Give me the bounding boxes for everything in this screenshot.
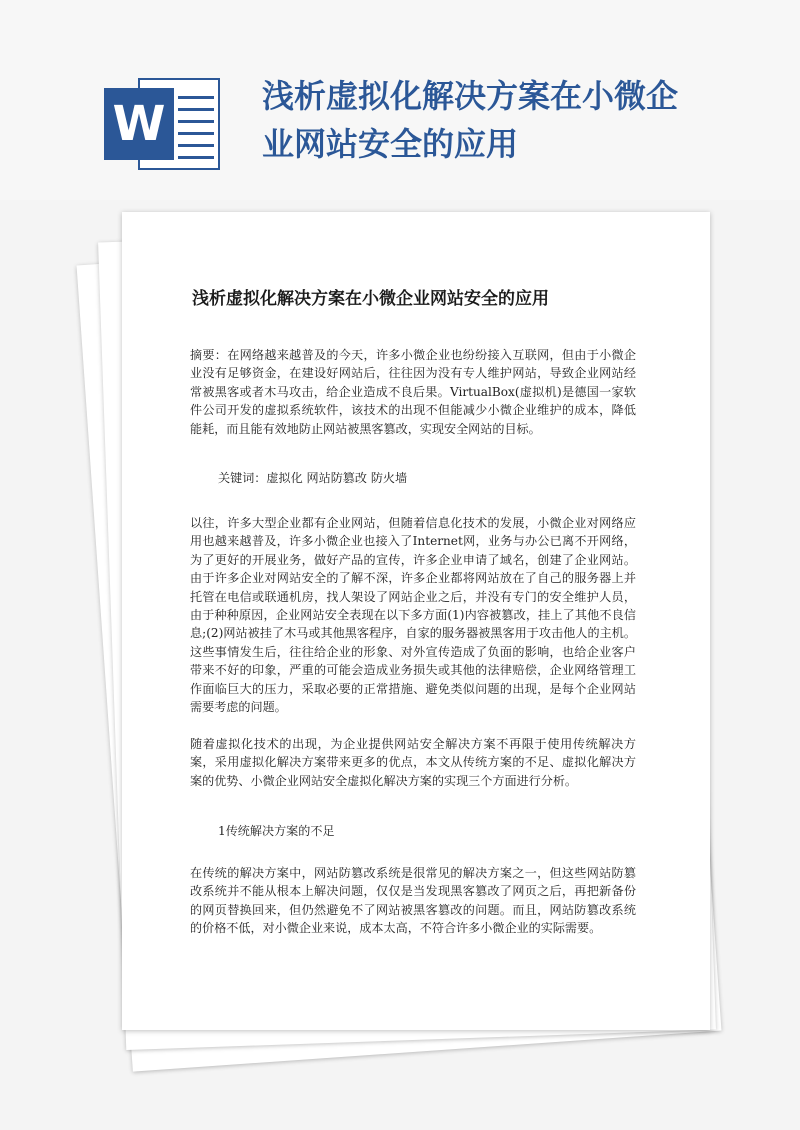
word-w-badge: W [104,88,174,160]
abstract-paragraph: 摘要：在网络越来越普及的今天，许多小微企业也纷纷接入互联网，但由于小微企业没有足够资金，在建设好网站后，往往因为没有专人维护网站，导致企业网站经常被黑客或者木马攻击，给企业造成不良后果。VirtualBox(虚拟机)是德国一家软件公司开发的虚拟系统软件，该技术的出现不但能减少小微企业维护的成本，降低能耗，而且能有效地防止网站被黑客篡改，实现安全网站的目标。 [190,348,636,436]
word-document-icon [104,78,222,170]
keywords-line: 关键词：虚拟化 网站防篡改 防火墙 [218,471,408,485]
page-title: 浅析虚拟化解决方案在小微企业网站安全的应用 [262,77,679,163]
body-paragraph: 以往，许多大型企业都有企业网站，但随着信息化技术的发展，小微企业对网络应用也越来越普及，许多小微企业也接入了Internet网，业务与办公已离不开网络，为了更好的开展业务，做好产品的宣传，许多企业申请了域名，创建了企业网站。由于许多企业对网站安全的了解不深，许多企业都将网站放在了自己的服务器上并托管在电信或联通机房，找人架设了网站企业之后，并没有专门的安全维护人员，由于种种原因，企业网站安全表现在以下多方面(1)内容被篡改，挂上了其他不良信息;(2)网站被挂了木马或其他黑客程序，自家的服务器被黑客用于攻击他人的主机。这些事情发生后，往往给企业的形象、对外宣传造成了负面的影响，也给企业客户带来不好的印象，严重的可能会造成业务损失或其他的法律赔偿，企业网络管理工作面临巨大的压力，采取必要的正常措施、避免类似问题的出现，是每个企业网站需要考虑的问题。 [190,516,636,715]
document-page [122,212,710,1030]
body-paragraph: 随着虚拟化技术的出现，为企业提供网站安全解决方案不再限于使用传统解决方案，采用虚拟化解决方案带来更多的优点，本文从传统方案的不足、虚拟化解决方案的优势、小微企业网站安全虚拟化解决方案的实现三个方面进行分析。 [190,737,636,788]
document-title: 浅析虚拟化解决方案在小微企业网站安全的应用 [192,289,549,309]
section-heading: 1传统解决方案的不足 [218,824,335,838]
header-area [0,0,800,200]
body-paragraph: 在传统的解决方案中，网站防篡改系统是很常见的解决方案之一，但这些网站防篡改系统并不能从根本上解决问题，仅仅是当发现黑客篡改了网页之后，再把新备份的网页替换回来，但仍然避免不了网站被黑客篡改的问题。而且，网站防篡改系统的价格不低，对小微企业来说，成本太高，不符合许多小微企业的实际需要。 [190,866,636,936]
